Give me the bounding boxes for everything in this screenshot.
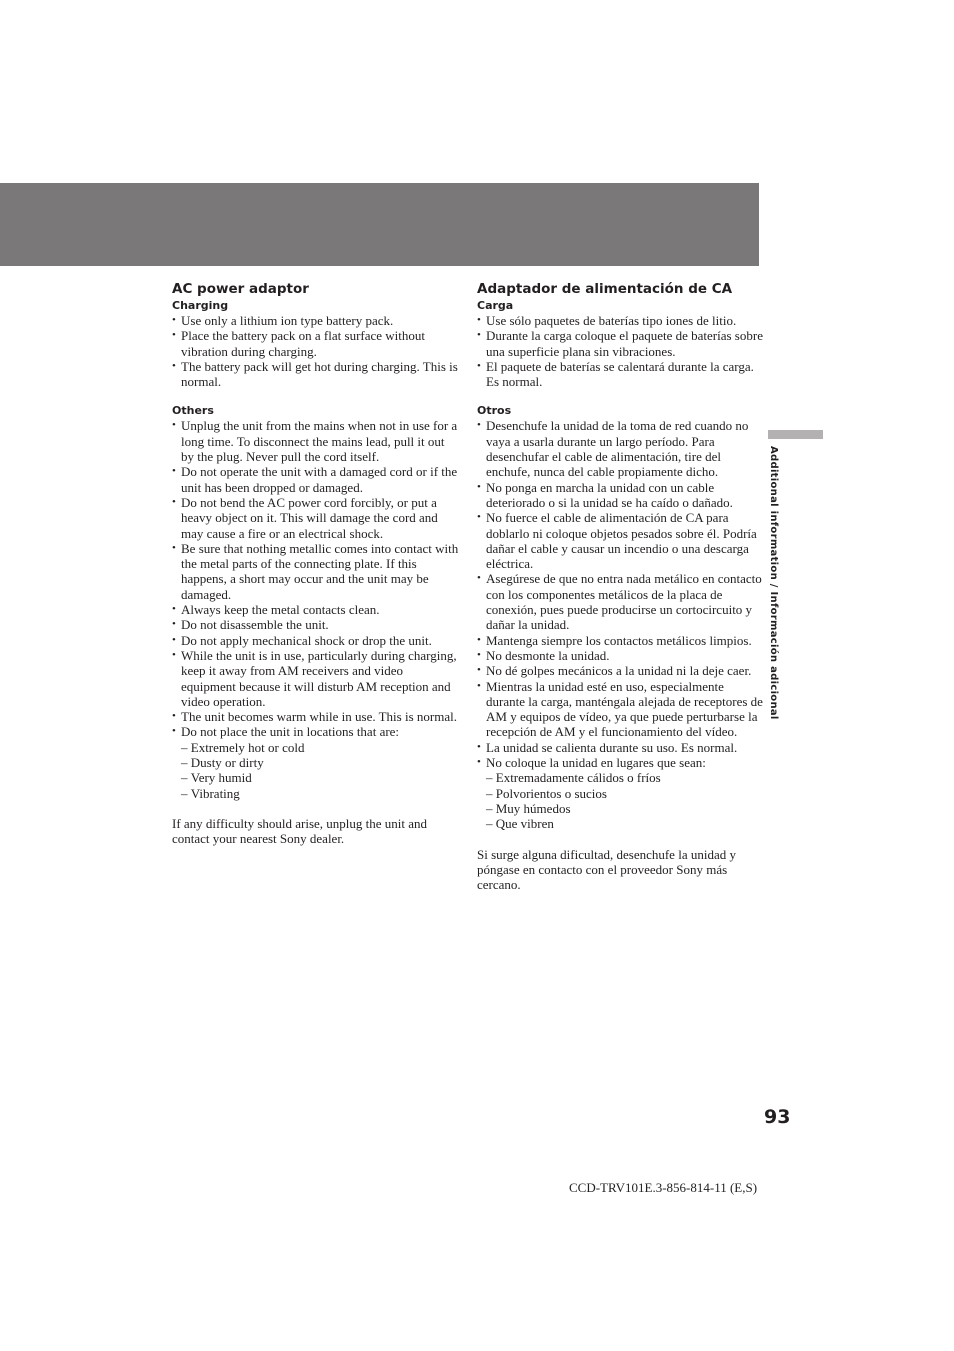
list-item: • Asegúrese de que no entra nada metálico en contacto con los componentes metálicos de la placa de conexión, pues puede producirse un cortocircuito y dañar la unidad. bbox=[477, 571, 765, 632]
list-item: • Do not apply mechanical shock or drop the unit. bbox=[172, 633, 460, 648]
closing-note: If any difficulty should arise, unplug the unit and contact your nearest Sony dealer. bbox=[172, 815, 428, 847]
list-item: • Do not operate the unit with a damaged cord or if the unit has been dropped or damaged. bbox=[172, 464, 460, 495]
list-item: • Do not bend the AC power cord forcibly, or put a heavy object on it. This will damage the cord and may cause a fire or an electrical shock. bbox=[172, 495, 460, 541]
list-item: • While the unit is in use, particularly during charging, keep it away from AM receivers and video equipment because it will disturb AM reception and video operation. bbox=[172, 648, 460, 709]
list-item: • No fuerce el cable de alimentación de CA para doblarlo ni coloque objetos pesados sobre él. Podría dañar el cable y causar un incendio o una descarga eléctrica. bbox=[477, 510, 765, 571]
location-item: – Polvorientos o sucios bbox=[486, 786, 765, 801]
location-item: – Extremely hot or cold bbox=[181, 740, 460, 755]
english-column bbox=[172, 281, 460, 847]
list-item: • Unplug the unit from the mains when not in use for a long time. To disconnect the mains lead, pull it out by the plug. Never pull the cord itself. bbox=[172, 418, 460, 464]
charging-list bbox=[172, 313, 460, 389]
side-section-label: Additional information / Información adicional bbox=[768, 446, 779, 720]
list-item: • No desmonte la unidad. bbox=[477, 648, 765, 663]
list-item: • Always keep the metal contacts clean. bbox=[172, 602, 460, 617]
charging-heading: Charging bbox=[172, 299, 229, 312]
list-item: • Do not disassemble the unit. bbox=[172, 617, 460, 632]
list-item: • La unidad se calienta durante su uso. Es normal. bbox=[477, 740, 765, 755]
locations-list bbox=[172, 740, 460, 801]
list-item: • Place the battery pack on a flat surface without vibration during charging. bbox=[172, 328, 460, 359]
list-item: • Use only a lithium ion type battery pack. bbox=[172, 313, 460, 328]
locations-list bbox=[477, 770, 765, 831]
charging-heading: Carga bbox=[477, 299, 514, 312]
list-item: • Be sure that nothing metallic comes into contact with the metal parts of the connecting plate. If this happens, a short may occur and the unit may be damaged. bbox=[172, 541, 460, 602]
location-item: – Dusty or dirty bbox=[181, 755, 460, 770]
list-item: • Do not place the unit in locations that are: bbox=[172, 724, 460, 739]
section-title: Adaptador de alimentación de CA bbox=[477, 281, 733, 297]
others-heading: Others bbox=[172, 404, 214, 418]
list-item: • Use sólo paquetes de baterías tipo iones de litio. bbox=[477, 313, 765, 328]
page-number: 93 bbox=[764, 1106, 791, 1128]
list-item: • Mientras la unidad esté en uso, especialmente durante la carga, manténgala alejada de receptores de AM y equipos de vídeo, ya que puede perturbarse la recepción de AM y el funcionamiento del vídeo. bbox=[477, 679, 765, 740]
list-item: • No dé golpes mecánicos a la unidad ni la deje caer. bbox=[477, 663, 765, 678]
others-list bbox=[172, 418, 460, 739]
charging-list bbox=[477, 313, 765, 389]
list-item: • No coloque la unidad en lugares que sean: bbox=[477, 755, 765, 770]
list-item: • Durante la carga coloque el paquete de baterías sobre una superficie plana sin vibraciones. bbox=[477, 328, 765, 359]
others-heading: Otros bbox=[477, 404, 512, 418]
list-item: • The battery pack will get hot during charging. This is normal. bbox=[172, 359, 460, 390]
list-item: • The unit becomes warm while in use. This is normal. bbox=[172, 709, 460, 724]
location-item: – Muy húmedos bbox=[486, 801, 765, 816]
list-item: • No ponga en marcha la unidad con un cable deteriorado o si la unidad se ha caído o dañado. bbox=[477, 480, 765, 511]
list-item: • El paquete de baterías se calentará durante la carga. Es normal. bbox=[477, 359, 765, 390]
section-tab-marker bbox=[768, 430, 823, 439]
footer-code: CCD-TRV101E.3-856-814-11 (E,S) bbox=[569, 1180, 758, 1195]
location-item: – Very humid bbox=[181, 770, 460, 785]
list-item: • Mantenga siempre los contactos metálicos limpios. bbox=[477, 633, 765, 648]
location-item: – Que vibren bbox=[486, 816, 765, 831]
spanish-column bbox=[477, 281, 765, 892]
list-item: • Desenchufe la unidad de la toma de red cuando no vaya a usarla durante un largo período. Para desenchufar el cable de alimentación, tire del enchufe, nunca del cable propiamente dicho. bbox=[477, 418, 765, 479]
others-list bbox=[477, 418, 765, 770]
section-title: AC power adaptor bbox=[172, 281, 309, 297]
location-item: – Vibrating bbox=[181, 786, 460, 801]
closing-note: Si surge alguna dificultad, desenchufe la unidad y póngase en contacto con el proveedor Sony más cercano. bbox=[477, 846, 736, 893]
header-band bbox=[0, 183, 759, 266]
location-item: – Extremadamente cálidos o fríos bbox=[486, 770, 765, 785]
